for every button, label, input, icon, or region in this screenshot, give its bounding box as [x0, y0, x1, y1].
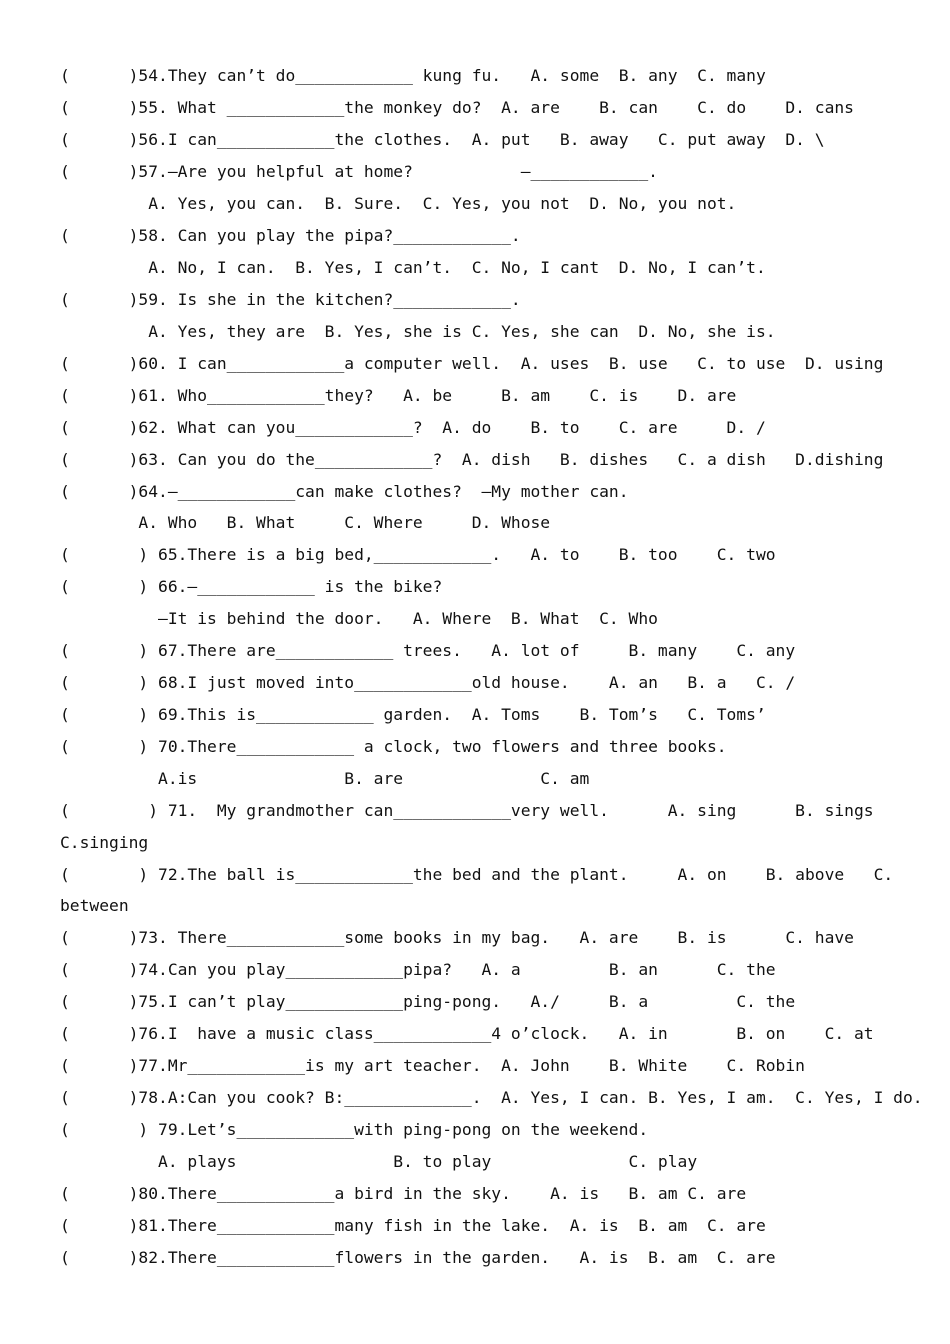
question-57: ( )57.—Are you helpful at home? —____________. — [60, 162, 658, 181]
question-67: ( ) 67.There are____________ trees. A. lot of B. many C. any — [60, 641, 796, 660]
question-60: ( )60. I can____________a computer well. A. uses B. use C. to use D. using — [60, 354, 884, 373]
question-70-options: A.is B. are C. am — [60, 769, 590, 788]
question-55: ( )55. What ____________the monkey do? A. are B. can C. do D. cans — [60, 98, 854, 117]
question-63: ( )63. Can you do the____________? A. dish B. dishes C. a dish D.dishing — [60, 450, 884, 469]
question-64: ( )64.—____________can make clothes? —My mother can. — [60, 482, 629, 501]
question-75: ( )75.I can’t play____________ping-pong. A./ B. a C. the — [60, 992, 796, 1011]
question-76: ( )76.I have a music class____________4 o’clock. A. in B. on C. at — [60, 1024, 874, 1043]
question-71-option-c: C.singing — [60, 833, 149, 852]
question-56: ( )56.I can____________the clothes. A. put B. away C. put away D. \ — [60, 130, 825, 149]
question-57-options: A. Yes, you can. B. Sure. C. Yes, you not D. No, you not. — [60, 194, 737, 213]
question-79: ( ) 79.Let’s____________with ping-pong on the weekend. — [60, 1120, 649, 1139]
question-74: ( )74.Can you play____________pipa? A. a B. an C. the — [60, 960, 776, 979]
question-70: ( ) 70.There____________ a clock, two flowers and three books. — [60, 737, 727, 756]
question-61: ( )61. Who____________they? A. be B. am C. is D. are — [60, 386, 737, 405]
question-72: ( ) 72.The ball is____________the bed and the plant. A. on B. above C. — [60, 865, 894, 884]
question-66-options: —It is behind the door. A. Where B. What C. Who — [60, 609, 658, 628]
question-78: ( )78.A:Can you cook? B:_____________. A. Yes, I can. B. Yes, I am. C. Yes, I do. — [60, 1088, 923, 1107]
question-64-options: A. Who B. What C. Where D. Whose — [60, 513, 551, 532]
question-58: ( )58. Can you play the pipa?____________. — [60, 226, 521, 245]
question-66: ( ) 66.—____________ is the bike? — [60, 577, 443, 596]
question-71: ( ) 71. My grandmother can____________very well. A. sing B. sings — [60, 801, 874, 820]
question-82: ( )82.There____________flowers in the garden. A. is B. am C. are — [60, 1248, 776, 1267]
question-79-options: A. plays B. to play C. play — [60, 1152, 698, 1171]
question-77: ( )77.Mr____________is my art teacher. A. John B. White C. Robin — [60, 1056, 805, 1075]
question-54: ( )54.They can’t do____________ kung fu. A. some B. any C. many — [60, 66, 766, 85]
question-65: ( ) 65.There is a big bed,____________. A. to B. too C. two — [60, 545, 776, 564]
question-58-options: A. No, I can. B. Yes, I can’t. C. No, I cant D. No, I can’t. — [60, 258, 766, 277]
question-62: ( )62. What can you____________? A. do B. to C. are D. / — [60, 418, 766, 437]
question-69: ( ) 69.This is____________ garden. A. Toms B. Tom’s C. Toms’ — [60, 705, 766, 724]
question-80: ( )80.There____________a bird in the sky. A. is B. am C. are — [60, 1184, 747, 1203]
question-73: ( )73. There____________some books in my bag. A. are B. is C. have — [60, 928, 854, 947]
question-81: ( )81.There____________many fish in the lake. A. is B. am C. are — [60, 1216, 766, 1235]
question-59-options: A. Yes, they are B. Yes, she is C. Yes, she can D. No, she is. — [60, 322, 776, 341]
question-68: ( ) 68.I just moved into____________old house. A. an B. a C. / — [60, 673, 796, 692]
question-72-option-c: between — [60, 896, 129, 915]
question-59: ( )59. Is she in the kitchen?____________. — [60, 290, 521, 309]
